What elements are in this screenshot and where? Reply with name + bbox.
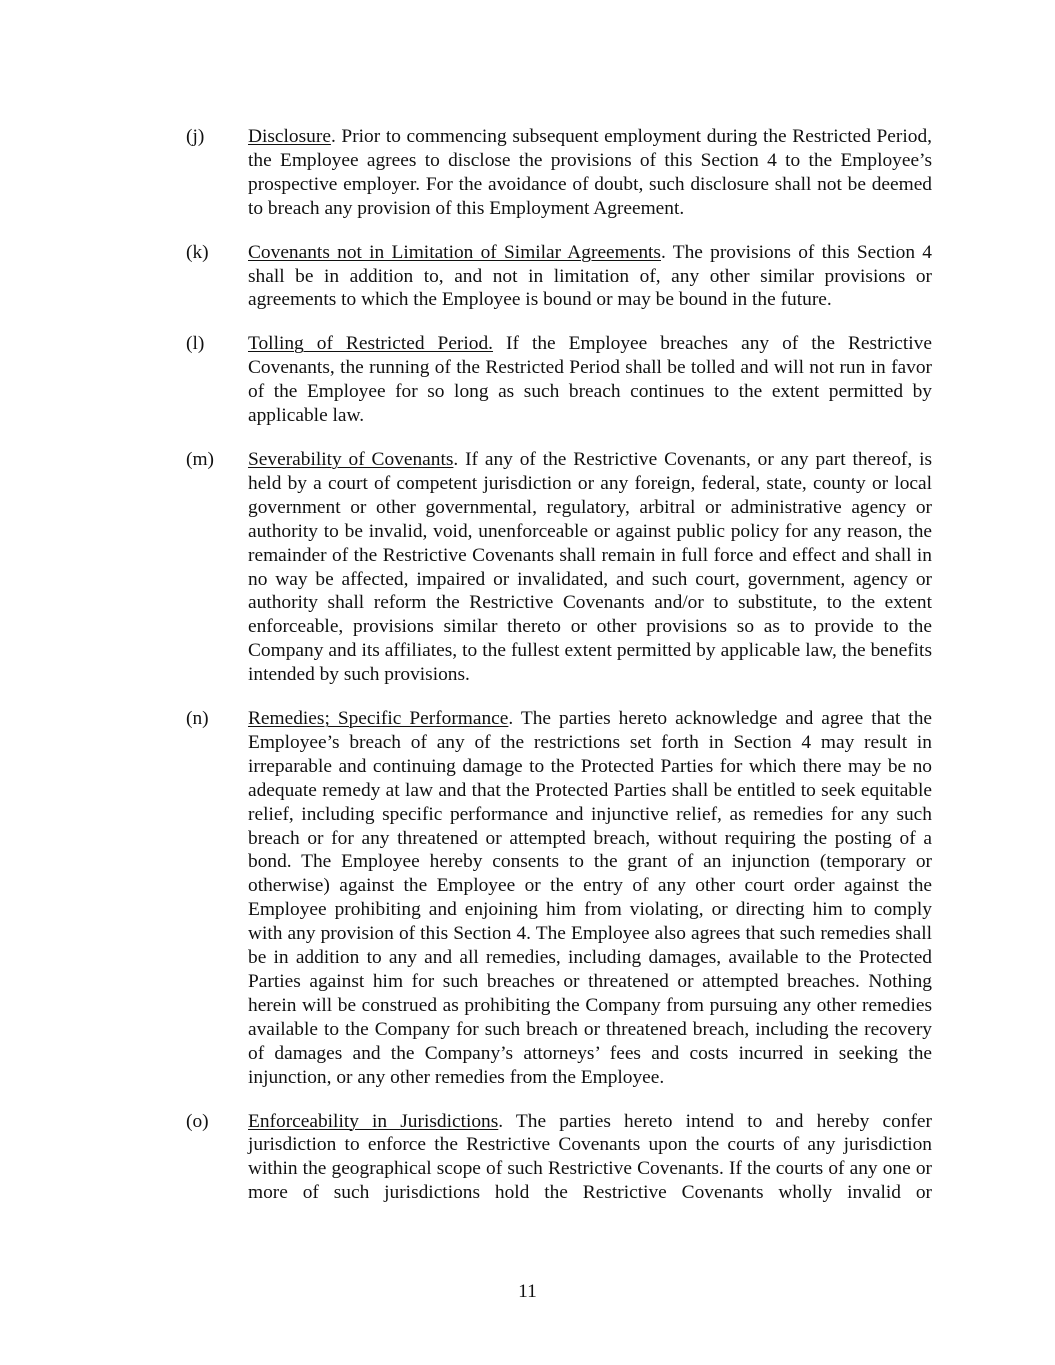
- section-label: (k): [186, 241, 209, 263]
- section-body: [248, 1110, 932, 1206]
- section-heading: Tolling of Restricted Period.: [248, 333, 494, 355]
- section-text: . The parties hereto intend to and hereby confer jurisdiction to enforce the Restrictive Covenants upon the courts of any jurisdiction within the geographical scope of such Restrictive Covenants. If the courts of any one or more of such jurisdictions hold the Restrictive Covenants wholly invalid or: [248, 1110, 932, 1204]
- section-label: (l): [186, 333, 205, 355]
- section-text: . Prior to commencing subsequent employment during the Restricted Period, the Employee agrees to disclose the provisions of this Section 4 to the Employee’s prospective employer. For the avoidance of doubt, such disclosure shall not be deemed to breach any provision of this Employment Agreement.: [248, 126, 932, 219]
- section-body: [248, 241, 932, 313]
- section-o: [186, 1110, 932, 1206]
- section-heading: Remedies; Specific Performance: [248, 708, 509, 730]
- section-m: [186, 448, 932, 687]
- section-n: [186, 707, 932, 1090]
- section-text: . If any of the Restrictive Covenants, or any part thereof, is held by a court of competent jurisdiction or any foreign, federal, state, county or local government or other governmental, regulatory, arbitral or administrative agency or authority to be invalid, void, unenforceable or against public policy for any reason, the remainder of the Restrictive Covenants shall remain in full force and effect and shall in no way be affected, impaired or invalidated, and such court, government, agency or authority shall reform the Restrictive Covenants and/or to substitute, to the extent enforceable, provisions similar thereto or other provisions so as to provide to the Company and its affiliates, to the fullest extent permitted by applicable law, the benefits intended by such provisions.: [248, 448, 932, 686]
- section-list: [186, 125, 932, 1225]
- section-l: [186, 332, 932, 428]
- section-heading: Severability of Covenants: [248, 448, 454, 470]
- section-label: (m): [186, 448, 214, 470]
- section-heading: Disclosure: [248, 126, 331, 147]
- section-label: (n): [186, 708, 209, 730]
- section-text: . The provisions of this Section 4 shall be in addition to, and not in limitation of, any other similar provisions or agreements to which the Employee is bound or may be bound in the future.: [248, 241, 932, 311]
- section-body: [248, 125, 932, 221]
- page-number: 11: [518, 1281, 537, 1302]
- section-heading: Covenants not in Limitation of Similar Agreements: [248, 241, 661, 263]
- section-label: (j): [186, 126, 205, 147]
- section-text: If the Employee breaches any of the Restrictive Covenants, the running of the Restricted Period shall be tolled and will not run in favor of the Employee for so long as such breach continues to the extent permitted by applicable law.: [248, 333, 932, 427]
- section-j: [186, 125, 932, 221]
- section-heading: Enforceability in Jurisdictions: [248, 1110, 499, 1132]
- section-body: [248, 332, 932, 428]
- section-k: [186, 241, 932, 313]
- section-body: [248, 707, 932, 1090]
- section-text: . The parties hereto acknowledge and agree that the Employee’s breach of any of the restrictions set forth in Section 4 may result in irreparable and continuing damage to the Protected Parties for which there may be no adequate remedy at law and that the Protected Parties shall be entitled to seek equitable relief, including specific performance and injunctive relief, as remedies for any such breach or for any threatened or attempted breach, without requiring the posting of a bond. The Employee hereby consents to the grant of an injunction (temporary or otherwise) against the Employee or the entry of any other court order against the Employee prohibiting and enjoining him from violating, or directing him to comply with any provision of this Section 4. The Employee also agrees that such remedies shall be in addition to any and all remedies, including damages, available to the Protected Parties against him for such breaches or threatened or attempted breaches. Nothing herein will be construed as prohibiting the Company from pursuing any other remedies available to the Company for such breach or threatened breach, including the recovery of damages and the Company’s attorneys’ fees and costs incurred in seeking the injunction, or any other remedies from the Employee.: [248, 708, 932, 1088]
- section-label: (o): [186, 1110, 209, 1132]
- section-body: [248, 448, 932, 687]
